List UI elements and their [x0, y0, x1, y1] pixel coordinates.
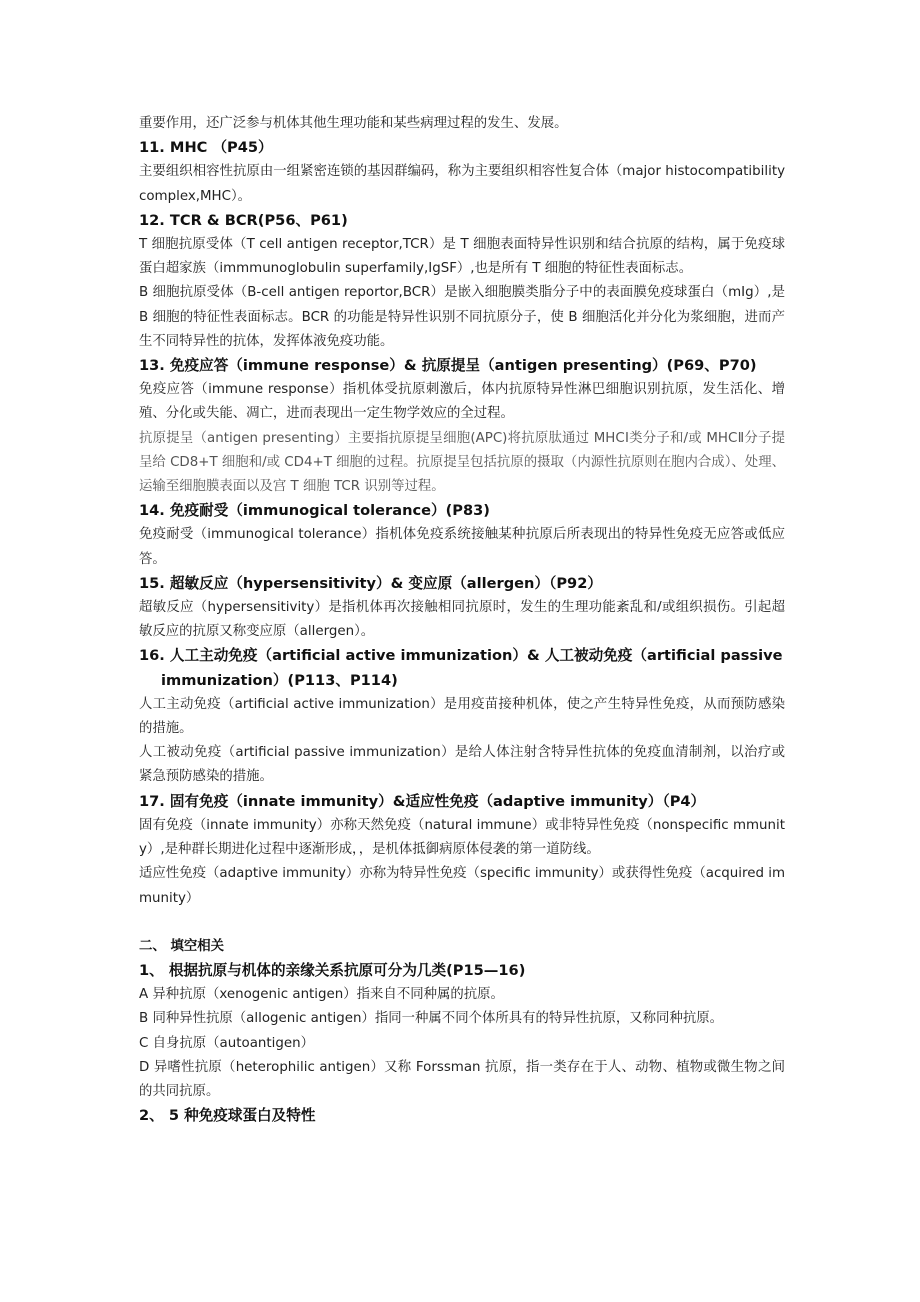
- paragraph: 免疫耐受（immunogical tolerance）指机体免疫系统接触某种抗原后所表现出的特异性免疫无应答或低应答。: [139, 527, 785, 567]
- list-item: D 异嗜性抗原（heterophilic antigen）又称 Forssman 抗原，指一类存在于人、动物、植物或微生物之间的共同抗原。: [139, 1059, 785, 1099]
- paragraph: 固有免疫（innate immunity）亦称天然免疫（natural immune）或非特异性免疫（nonspecific mmunity）,是种群长期进化过程中逐渐形成，，是机体抵御病原体侵袭的第一道防线。: [139, 817, 785, 858]
- paragraph: 免疫应答（immune response）指机体受抗原刺激后，体内抗原特异性淋巴细胞识别抗原，发生活化、增殖、分化或失能、凋亡，进而表现出一定生物学效应的全过程。: [139, 382, 785, 422]
- paragraph: 适应性免疫（adaptive immunity）亦称为特异性免疫（specific immunity）或获得性免疫（acquired immunity）: [139, 866, 786, 906]
- paragraph: 重要作用，还广泛参与机体其他生理功能和某些病理过程的发生、发展。: [139, 116, 568, 131]
- heading-12: 12. TCR & BCR(P56、P61): [139, 211, 348, 229]
- section-title: 二、 填空相关: [139, 938, 225, 954]
- spacer: [139, 911, 785, 935]
- heading-14: 14. 免疫耐受（immunogical tolerance）(P83): [139, 502, 490, 520]
- paragraph: 人工被动免疫（artificial passive immunization）是给人体注射含特异性抗体的免疫血清制剂，以治疗或紧急预防感染的措施。: [139, 745, 785, 785]
- question-1: 1、 根据抗原与机体的亲缘关系抗原可分为几类(P15—16): [139, 961, 526, 979]
- question-2: 2、 5 种免疫球蛋白及特性: [139, 1107, 316, 1125]
- list-item: A 异种抗原（xenogenic antigen）指来自不同种属的抗原。: [139, 987, 504, 1003]
- list-item: C 自身抗原（autoantigen）: [139, 1035, 314, 1051]
- paragraph: B 细胞抗原受体（B-cell antigen reportor,BCR）是嵌入细胞膜类脂分子中的表面膜免疫球蛋白（mIg）,是 B 细胞的特征性表面标志。BCR 的功能是特异性识别不同抗原分子，使 B 细胞活化并分化为浆细胞，进而产生不同特异性的抗体，发挥体液免疫功能。: [139, 285, 785, 349]
- paragraph: 抗原提呈（antigen presenting）主要指抗原提呈细胞(APC)将抗原肽通过 MHCⅠ类分子和/或 MHCⅡ分子提呈给 CD8+T 细胞和/或 CD4+T 细胞的过程。抗原提呈包括抗原的摄取（内源性抗原则在胞内合成）、处理、运输至细胞膜表面以及宫 T 细胞 TCR 识别等过程。: [139, 430, 785, 495]
- heading-13: 13. 免疫应答（immune response）& 抗原提呈（antigen presenting）(P69、P70): [139, 357, 757, 375]
- heading-17: 17. 固有免疫（innate immunity）&适应性免疫（adaptive immunity）（P4）: [139, 792, 706, 810]
- paragraph: 超敏反应（hypersensitivity）是指机体再次接触相同抗原时，发生的生理功能紊乱和/或组织损伤。引起超敏反应的抗原又称变应原（allergen）。: [139, 600, 785, 640]
- document-page: [139, 112, 785, 1128]
- heading-11: 11. MHC （P45）: [139, 139, 273, 157]
- heading-15: 15. 超敏反应（hypersensitivity）& 变应原（allergen）（P92）: [139, 574, 602, 592]
- list-item: B 同种异性抗原（allogenic antigen）指同一种属不同个体所具有的特异性抗原，又称同种抗原。: [139, 1011, 724, 1027]
- paragraph: 人工主动免疫（artificial active immunization）是用疫苗接种机体，使之产生特异性免疫，从而预防感染的措施。: [139, 696, 785, 737]
- paragraph: 主要组织相容性抗原由一组紧密连锁的基因群编码，称为主要组织相容性复合体（major histocompatibility complex,MHC）。: [139, 164, 785, 204]
- heading-16: 16. 人工主动免疫（artificial active immunization）& 人工被动免疫（artificial passive immunization）(P113、P114): [139, 647, 783, 689]
- paragraph: T 细胞抗原受体（T cell antigen receptor,TCR）是 T 细胞表面特异性识别和结合抗原的结构，属于免疫球蛋白超家族（immmunoglobulin superfamily,IgSF）,也是所有 T 细胞的特征性表面标志。: [139, 237, 785, 277]
